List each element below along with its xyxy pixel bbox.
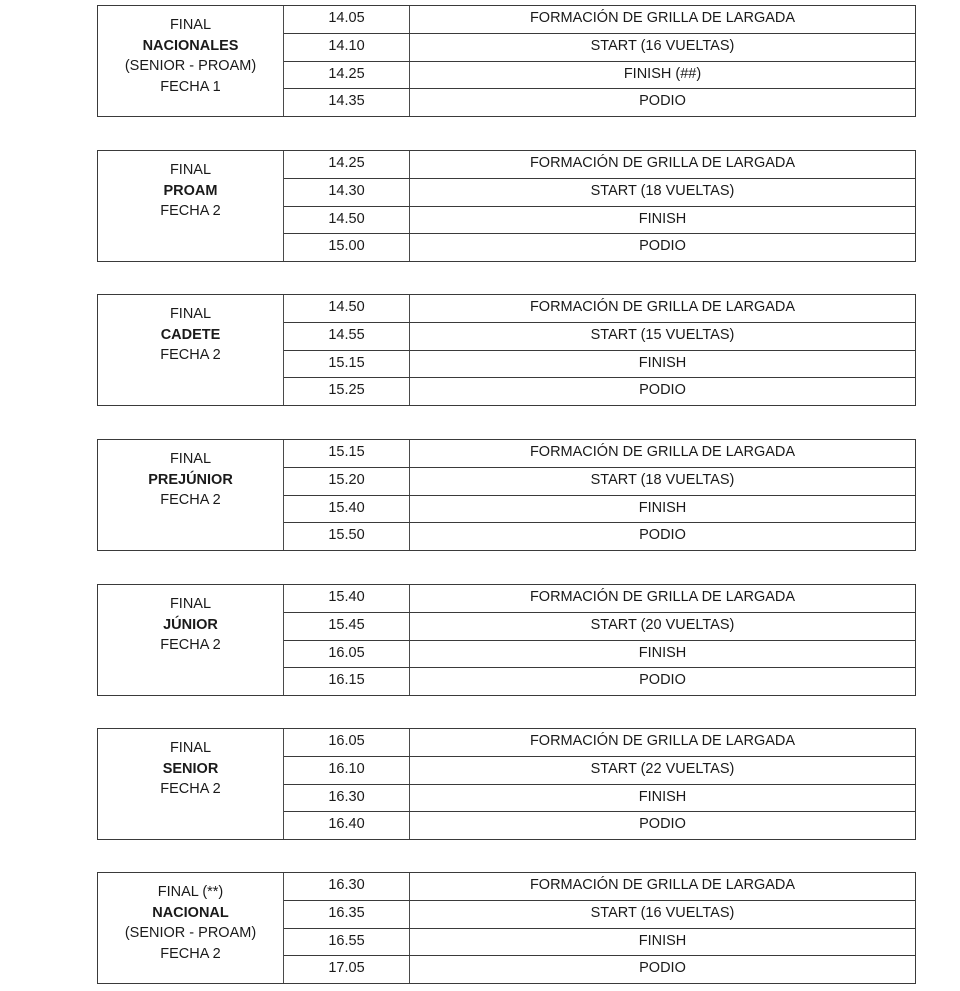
time-cell: 16.35 [284, 901, 410, 928]
time-cell: 14.50 [284, 295, 410, 322]
event-cell: PODIO [639, 238, 686, 255]
category-label [98, 729, 284, 839]
table-row [284, 179, 915, 207]
category-name: PREJÚNIOR [148, 471, 233, 488]
table-row [284, 668, 915, 695]
table-row [284, 234, 915, 261]
category-label [98, 440, 284, 550]
time-cell: 16.10 [284, 757, 410, 784]
event-cell: FORMACIÓN DE GRILLA DE LARGADA [529, 589, 796, 605]
event-cell: START (16 VUELTAS) [590, 37, 735, 54]
table-row [284, 523, 915, 550]
time-cell: 16.05 [284, 641, 410, 668]
event-cell: FINISH [638, 932, 687, 949]
schedule-block [97, 728, 916, 840]
table-row [284, 585, 915, 613]
event-cell: FORMACIÓN DE GRILLA DE LARGADA [529, 877, 796, 893]
event-cell: FINISH [638, 788, 687, 805]
time-cell: 14.25 [284, 62, 410, 89]
category-name: PROAM [163, 182, 218, 199]
category-label-line: FECHA 2 [160, 347, 221, 363]
category-name: CADETE [160, 326, 221, 343]
schedule-rows [284, 585, 915, 695]
event-cell: FORMACIÓN DE GRILLA DE LARGADA [529, 155, 796, 171]
time-cell: 14.50 [284, 207, 410, 234]
category-label-line: (SENIOR - PROAM) [124, 925, 257, 941]
time-cell: 16.05 [284, 729, 410, 756]
event-cell: FINISH [638, 354, 687, 371]
schedule-block [97, 584, 916, 696]
schedule-block [97, 294, 916, 406]
time-cell: 15.15 [284, 351, 410, 378]
schedule-rows [284, 6, 915, 116]
event-cell: PODIO [639, 527, 686, 544]
table-row [284, 729, 915, 757]
category-label-line: FINAL [169, 740, 212, 756]
table-row [284, 295, 915, 323]
schedule-block [97, 150, 916, 262]
time-cell: 15.50 [284, 523, 410, 550]
category-name: NACIONAL [152, 904, 229, 921]
schedule-rows [284, 873, 915, 983]
event-cell: START (20 VUELTAS) [590, 616, 735, 633]
schedule-block [97, 439, 916, 551]
time-cell: 16.55 [284, 929, 410, 956]
time-cell: 17.05 [284, 956, 410, 983]
event-cell: FORMACIÓN DE GRILLA DE LARGADA [529, 444, 796, 460]
time-cell: 16.30 [284, 873, 410, 900]
schedule-rows [284, 440, 915, 550]
table-row [284, 62, 915, 90]
event-cell: FORMACIÓN DE GRILLA DE LARGADA [529, 299, 796, 315]
event-cell: FORMACIÓN DE GRILLA DE LARGADA [529, 10, 796, 26]
event-cell: PODIO [639, 960, 686, 977]
event-cell: FORMACIÓN DE GRILLA DE LARGADA [529, 733, 796, 749]
time-cell: 15.25 [284, 378, 410, 405]
event-cell: PODIO [639, 382, 686, 399]
table-row [284, 613, 915, 641]
category-label-line: FECHA 2 [160, 781, 221, 797]
category-label-line: FINAL [169, 451, 212, 467]
event-cell: FINISH (##) [623, 65, 702, 82]
table-row [284, 6, 915, 34]
table-row [284, 351, 915, 379]
time-cell: 14.35 [284, 89, 410, 116]
table-row [284, 929, 915, 957]
category-label-line: FINAL (**) [157, 884, 224, 900]
event-cell: FINISH [638, 499, 687, 516]
category-label [98, 151, 284, 261]
table-row [284, 901, 915, 929]
table-row [284, 785, 915, 813]
time-cell: 15.00 [284, 234, 410, 261]
table-row [284, 207, 915, 235]
category-label [98, 295, 284, 405]
schedule-block [97, 872, 916, 984]
category-label [98, 585, 284, 695]
time-cell: 16.40 [284, 812, 410, 839]
event-cell: START (16 VUELTAS) [590, 904, 735, 921]
table-row [284, 151, 915, 179]
category-label-line: FINAL [169, 17, 212, 33]
time-cell: 15.45 [284, 613, 410, 640]
category-label-line: FECHA 2 [160, 492, 221, 508]
time-cell: 14.30 [284, 179, 410, 206]
event-cell: PODIO [639, 93, 686, 110]
category-label [98, 873, 284, 983]
table-row [284, 34, 915, 62]
table-row [284, 440, 915, 468]
table-row [284, 468, 915, 496]
event-cell: START (22 VUELTAS) [590, 760, 735, 777]
table-row [284, 496, 915, 524]
time-cell: 14.55 [284, 323, 410, 350]
category-name: JÚNIOR [163, 616, 218, 633]
event-cell: START (18 VUELTAS) [590, 182, 735, 199]
schedule-rows [284, 729, 915, 839]
table-row [284, 641, 915, 669]
category-label-line: FINAL [169, 162, 212, 178]
category-name: SENIOR [162, 760, 219, 777]
table-row [284, 89, 915, 116]
time-cell: 16.30 [284, 785, 410, 812]
table-row [284, 812, 915, 839]
event-cell: FINISH [638, 644, 687, 661]
schedule-rows [284, 295, 915, 405]
time-cell: 14.10 [284, 34, 410, 61]
category-label-line: FECHA 2 [160, 637, 221, 653]
event-cell: PODIO [639, 672, 686, 689]
category-label-line: FECHA 1 [160, 78, 221, 95]
time-cell: 15.20 [284, 468, 410, 495]
time-cell: 16.15 [284, 668, 410, 695]
event-cell: START (18 VUELTAS) [590, 471, 735, 488]
table-row [284, 323, 915, 351]
table-row [284, 956, 915, 983]
schedule-rows [284, 151, 915, 261]
category-label-line: FINAL [169, 306, 212, 322]
schedule-block [97, 5, 916, 117]
time-cell: 15.40 [284, 585, 410, 612]
category-label-line: FECHA 2 [160, 945, 221, 962]
table-row [284, 378, 915, 405]
category-label [98, 6, 284, 116]
event-cell: FINISH [638, 210, 687, 227]
event-cell: START (15 VUELTAS) [590, 326, 735, 343]
table-row [284, 873, 915, 901]
category-label-line: FINAL [169, 596, 212, 612]
time-cell: 15.40 [284, 496, 410, 523]
category-label-line: FECHA 2 [160, 203, 221, 219]
category-label-line: (SENIOR - PROAM) [124, 58, 257, 74]
time-cell: 15.15 [284, 440, 410, 467]
time-cell: 14.25 [284, 151, 410, 178]
category-name: NACIONALES [142, 37, 239, 54]
table-row [284, 757, 915, 785]
time-cell: 14.05 [284, 6, 410, 33]
event-cell: PODIO [639, 816, 686, 833]
